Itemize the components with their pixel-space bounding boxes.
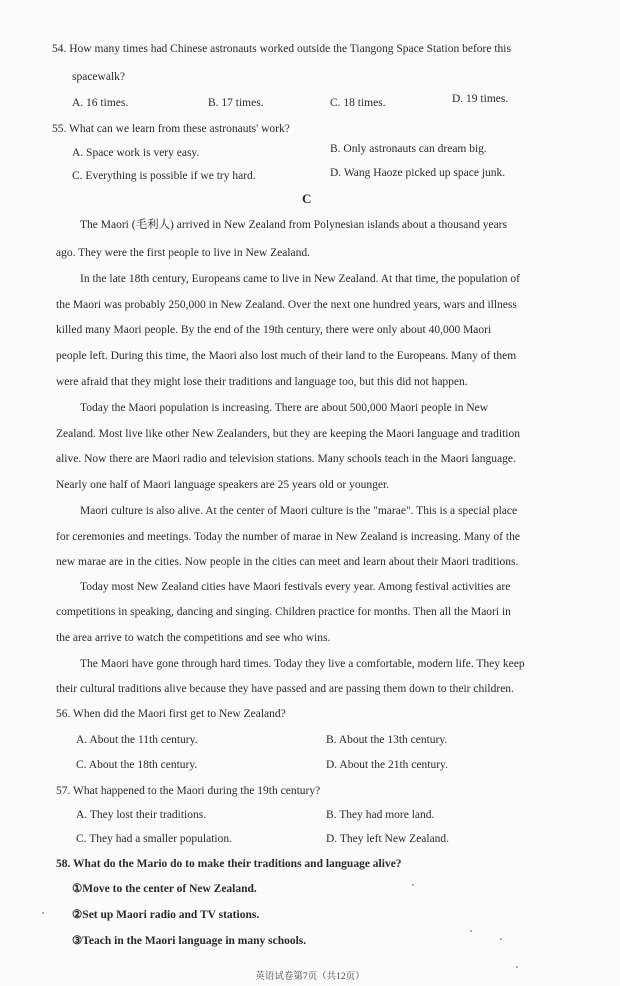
question-56-option-a: A. About the 11th century. xyxy=(76,734,198,746)
passage-line: competitions in speaking, dancing and singing. Children practice for months. Then all the Maori in xyxy=(56,606,511,618)
passage-line: Nearly one half of Maori language speakers are 25 years old or younger. xyxy=(56,479,390,491)
passage-line: The Maori have gone through hard times. Today they live a comfortable, modern life. They keep xyxy=(80,658,525,670)
passage-line: In the late 18th century, Europeans came to live in New Zealand. At that time, the population of xyxy=(80,273,520,285)
passage-line: the Maori was probably 250,000 in New Zealand. Over the next one hundred years, wars and illness xyxy=(56,299,517,311)
passage-line: Today most New Zealand cities have Maori festivals every year. Among festival activities are xyxy=(80,581,511,593)
passage-line: for ceremonies and meetings. Today the number of marae in New Zealand is increasing. Many of the xyxy=(56,531,520,543)
question-54-option-c: C. 18 times. xyxy=(330,97,386,109)
passage-line: people left. During this time, the Maori also lost much of their land to the Europeans. Many of them xyxy=(56,350,517,362)
question-56-stem: 56. When did the Maori first get to New Zealand? xyxy=(56,708,286,720)
question-55-option-c: C. Everything is possible if we try hard. xyxy=(72,170,256,182)
section-letter: C xyxy=(302,191,312,206)
scan-speck xyxy=(412,884,414,886)
question-56-option-b: B. About the 13th century. xyxy=(326,734,448,746)
scan-speck xyxy=(500,938,502,940)
question-57-option-a: A. They lost their traditions. xyxy=(76,809,207,821)
passage-line: killed many Maori people. By the end of the 19th century, there were only about 40,000 Maori xyxy=(56,324,492,336)
question-55-option-b: B. Only astronauts can dream big. xyxy=(330,143,487,155)
question-58-item-2: ②Set up Maori radio and TV stations. xyxy=(72,909,260,921)
passage-line: Zealand. Most live like other New Zealanders, but they are keeping the Maori language and tradition xyxy=(56,428,520,440)
question-57-option-d: D. They left New Zealand. xyxy=(326,833,450,845)
question-54-stem-cont: spacewalk? xyxy=(72,71,125,83)
passage-line: The Maori (毛利人) arrived in New Zealand from Polynesian islands about a thousand years xyxy=(80,219,507,231)
question-57-option-b: B. They had more land. xyxy=(326,809,435,821)
passage-line: Maori culture is also alive. At the center of Maori culture is the "marae". This is a special place xyxy=(80,505,518,517)
question-57-option-c: C. They had a smaller population. xyxy=(76,833,232,845)
passage-line: the area arrive to watch the competitions and see who wins. xyxy=(56,632,331,644)
question-55-option-d: D. Wang Haoze picked up space junk. xyxy=(330,167,506,179)
question-58-item-3: ③Teach in the Maori language in many schools. xyxy=(72,935,307,947)
scan-speck xyxy=(470,930,472,932)
question-54-stem: 54. How many times had Chinese astronauts worked outside the Tiangong Space Station before this xyxy=(52,43,511,55)
passage-line: new marae are in the cities. Now people in the cities can meet and learn about their Maori traditions. xyxy=(56,556,519,568)
page-footer: 英语试卷第7页（共12页） xyxy=(255,972,365,982)
passage-line: were afraid that they might lose their traditions and language too, but this did not happen. xyxy=(56,376,468,388)
question-56-option-c: C. About the 18th century. xyxy=(76,759,198,771)
question-58-item-1: ①Move to the center of New Zealand. xyxy=(72,883,257,895)
scan-speck xyxy=(42,912,44,914)
question-58-stem: 58. What do the Mario do to make their traditions and language alive? xyxy=(56,858,402,870)
question-55-stem: 55. What can we learn from these astronauts' work? xyxy=(52,123,290,135)
question-55-option-a: A. Space work is very easy. xyxy=(72,147,200,159)
passage-line: their cultural traditions alive because they have passed and are passing them down to their children. xyxy=(56,683,514,695)
passage-line: alive. Now there are Maori radio and television stations. Many schools teach in the Maori language. xyxy=(56,453,516,465)
question-54-option-d: D. 19 times. xyxy=(452,93,509,105)
passage-line: Today the Maori population is increasing. There are about 500,000 Maori people in New xyxy=(80,402,489,414)
question-57-stem: 57. What happened to the Maori during the 19th century? xyxy=(56,785,321,797)
passage-line: ago. They were the first people to live in New Zealand. xyxy=(56,247,310,259)
question-54-option-b: B. 17 times. xyxy=(208,97,264,109)
question-56-option-d: D. About the 21th century. xyxy=(326,759,448,771)
question-54-option-a: A. 16 times. xyxy=(72,97,129,109)
